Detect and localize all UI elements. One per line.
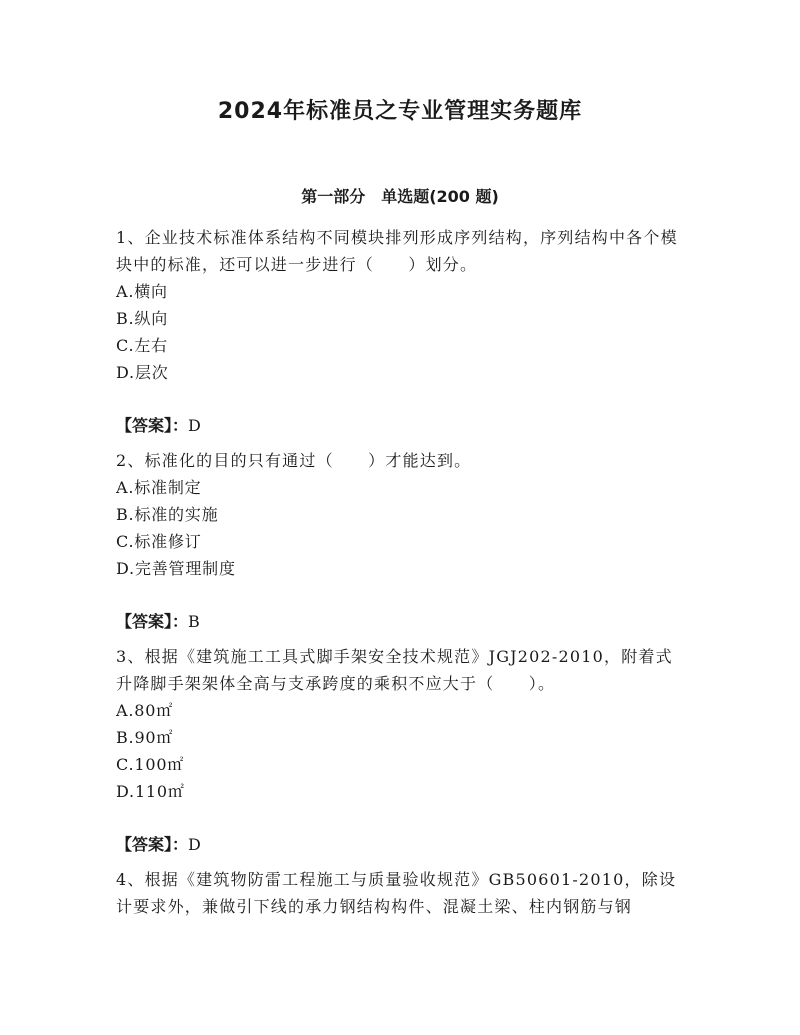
answer-line	[116, 831, 686, 858]
question-text: 2、标准化的目的只有通过（ ）才能达到。	[116, 451, 472, 470]
answer-value: D	[188, 416, 201, 435]
answer-line	[116, 412, 686, 439]
question-text: 4、根据《建筑物防雷工程施工与质量验收规范》GB50601-2010，除设计要求外，兼做引下线的承力钢结构构件、混凝土梁、柱内钢筋与钢	[116, 870, 677, 916]
answer-value: D	[188, 835, 201, 854]
answer-label: 【答案】：	[116, 835, 189, 854]
option-a: A.标准制定	[116, 478, 202, 497]
answer-label: 【答案】：	[116, 612, 189, 631]
option-a: A.横向	[116, 282, 168, 301]
answer-label: 【答案】：	[116, 416, 189, 435]
question-item	[116, 224, 686, 439]
question-item	[116, 643, 686, 858]
answer-line	[116, 608, 686, 635]
question-item	[116, 447, 686, 635]
option-c: C.左右	[116, 336, 168, 355]
question-item	[116, 866, 686, 920]
option-c: C.100㎡	[116, 755, 185, 774]
document-title: 2024年标准员之专业管理实务题库	[217, 99, 583, 124]
option-b: B.90㎡	[116, 728, 174, 747]
section-title: 第一部分 单选题(200 题)	[301, 187, 499, 206]
option-d: D.层次	[116, 363, 169, 382]
question-list	[116, 224, 686, 920]
option-c: C.标准修订	[116, 532, 202, 551]
answer-value: B	[188, 612, 200, 631]
option-d: D.完善管理制度	[116, 559, 236, 578]
question-text: 3、根据《建筑施工工具式脚手架安全技术规范》JGJ202-2010，附着式升降脚手架架体全高与支承跨度的乘积不应大于（ ）。	[116, 647, 673, 693]
question-text: 1、企业技术标准体系结构不同模块排列形成序列结构，序列结构中各个模块中的标准，还可以进一步进行（ ）划分。	[116, 228, 678, 274]
option-b: B.标准的实施	[116, 505, 219, 524]
option-b: B.纵向	[116, 309, 169, 328]
option-a: A.80㎡	[116, 701, 173, 720]
option-d: D.110㎡	[116, 782, 185, 801]
